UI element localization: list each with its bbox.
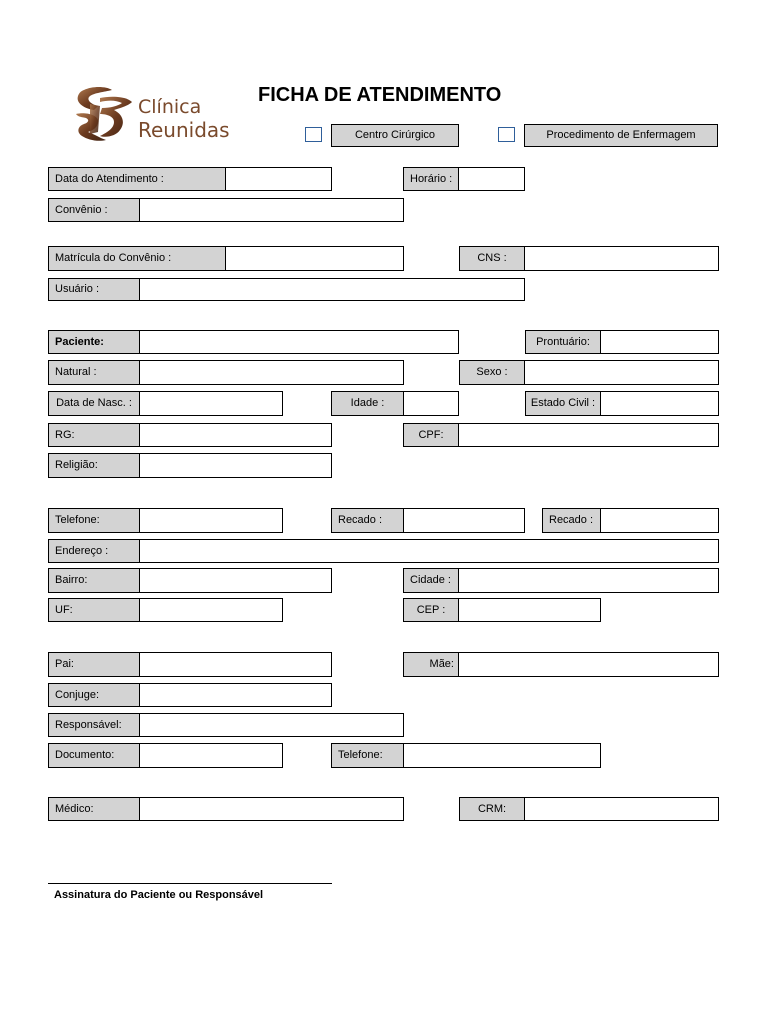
- cidade-label: Cidade :: [403, 568, 459, 593]
- mae-label: Mãe:: [403, 652, 459, 677]
- estado-civil-field[interactable]: [601, 391, 719, 416]
- signature-label: Assinatura do Paciente ou Responsável: [54, 889, 264, 901]
- uf-field[interactable]: [140, 598, 283, 622]
- clinic-logo: [70, 84, 250, 142]
- recado-label-2: Recado :: [542, 508, 601, 533]
- rg-label: RG:: [48, 423, 140, 447]
- natural-label: Natural :: [48, 360, 140, 385]
- sexo-label: Sexo :: [459, 360, 525, 385]
- prontuario-field[interactable]: [601, 330, 719, 354]
- page-title: FICHA DE ATENDIMENTO: [258, 84, 502, 106]
- data-atendimento-label: Data do Atendimento :: [48, 167, 226, 191]
- recado-field-1[interactable]: [404, 508, 525, 533]
- medico-label: Médico:: [48, 797, 140, 821]
- bairro-label: Bairro:: [48, 568, 140, 593]
- sexo-field[interactable]: [525, 360, 719, 385]
- endereco-field[interactable]: [140, 539, 719, 563]
- cpf-label: CPF:: [403, 423, 459, 447]
- responsavel-label: Responsável:: [48, 713, 140, 737]
- mae-field[interactable]: [459, 652, 719, 677]
- paciente-field[interactable]: [140, 330, 459, 354]
- convenio-label: Convênio :: [48, 198, 140, 222]
- matricula-convenio-field[interactable]: [226, 246, 404, 271]
- cidade-field[interactable]: [459, 568, 719, 593]
- uf-label: UF:: [48, 598, 140, 622]
- idade-field[interactable]: [404, 391, 459, 416]
- data-atendimento-field[interactable]: [226, 167, 332, 191]
- religiao-field[interactable]: [140, 453, 332, 478]
- centro-cirurgico-label: Centro Cirúrgico: [331, 124, 459, 147]
- cep-label: CEP :: [403, 598, 459, 622]
- signature-line[interactable]: [48, 883, 332, 884]
- horario-label: Horário :: [403, 167, 459, 191]
- cpf-field[interactable]: [459, 423, 719, 447]
- data-nascimento-field[interactable]: [140, 391, 283, 416]
- cns-field[interactable]: [525, 246, 719, 271]
- telefone-responsavel-field[interactable]: [404, 743, 601, 768]
- data-nascimento-label: Data de Nasc. :: [48, 391, 140, 416]
- telefone-field[interactable]: [140, 508, 283, 533]
- clinic-logo-mark: [70, 84, 136, 142]
- recado-field-2[interactable]: [601, 508, 719, 533]
- crm-label: CRM:: [459, 797, 525, 821]
- pai-label: Pai:: [48, 652, 140, 677]
- responsavel-field[interactable]: [140, 713, 404, 737]
- cns-label: CNS :: [459, 246, 525, 271]
- documento-field[interactable]: [140, 743, 283, 768]
- conjuge-label: Conjuge:: [48, 683, 140, 707]
- estado-civil-label: Estado Civil :: [525, 391, 601, 416]
- procedimento-enfermagem-label: Procedimento de Enfermagem: [524, 124, 718, 147]
- telefone-label: Telefone:: [48, 508, 140, 533]
- documento-label: Documento:: [48, 743, 140, 768]
- endereco-label: Endereço :: [48, 539, 140, 563]
- pai-field[interactable]: [140, 652, 332, 677]
- clinic-logo-line1: Clínica: [138, 96, 202, 118]
- medico-field[interactable]: [140, 797, 404, 821]
- procedimento-enfermagem-checkbox[interactable]: [498, 127, 515, 142]
- conjuge-field[interactable]: [140, 683, 332, 707]
- telefone-responsavel-label: Telefone:: [331, 743, 404, 768]
- usuario-field[interactable]: [140, 278, 525, 301]
- bairro-field[interactable]: [140, 568, 332, 593]
- clinic-logo-line2: Reunidas: [138, 118, 230, 142]
- matricula-convenio-label: Matrícula do Convênio :: [48, 246, 226, 271]
- centro-cirurgico-checkbox[interactable]: [305, 127, 322, 142]
- usuario-label: Usuário :: [48, 278, 140, 301]
- convenio-field[interactable]: [140, 198, 404, 222]
- horario-field[interactable]: [459, 167, 525, 191]
- cep-field[interactable]: [459, 598, 601, 622]
- recado-label-1: Recado :: [331, 508, 404, 533]
- prontuario-label: Prontuário:: [525, 330, 601, 354]
- religiao-label: Religião:: [48, 453, 140, 478]
- rg-field[interactable]: [140, 423, 332, 447]
- paciente-label: Paciente:: [48, 330, 140, 354]
- crm-field[interactable]: [525, 797, 719, 821]
- natural-field[interactable]: [140, 360, 404, 385]
- idade-label: Idade :: [331, 391, 404, 416]
